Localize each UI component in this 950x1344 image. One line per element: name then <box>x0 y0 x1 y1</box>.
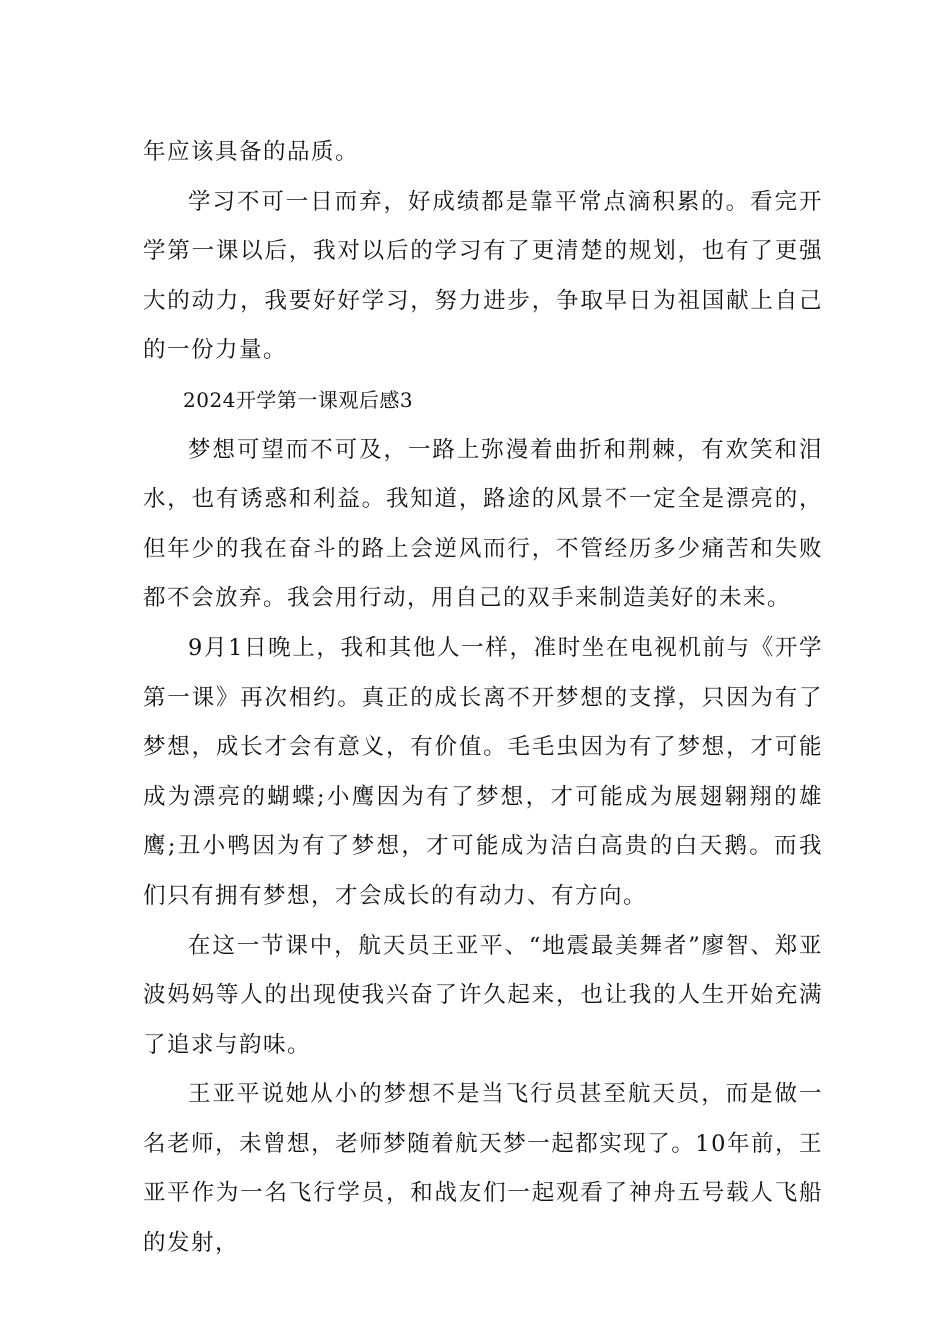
paragraph-september: 9月1日晚上，我和其他人一样，准时坐在电视机前与《开学第一课》再次相约。真正的成长离不开梦想的支撑，只因为有了梦想，成长才会有意义，有价值。毛毛虫因为有了梦想，才可能成为漂亮的蝴蝶;小鹰因为有了梦想，才可能成为展翅翱翔的雄鹰;丑小鸭因为有了梦想，才可能成为洁白高贵的白天鹅。而我们只有拥有梦想，才会成长的有动力、有方向。 <box>143 634 823 909</box>
document-body <box>143 128 823 1269</box>
paragraph-continuation: 年应该具备的品质。 <box>143 139 360 165</box>
paragraph-dream: 梦想可望而不可及，一路上弥漫着曲折和荆棘，有欢笑和泪水，也有诱惑和利益。我知道，路途的风景不一定全是漂亮的，但年少的我在奋斗的路上会逆风而行，不管经历多少痛苦和失败都不会放弃。我会用行动，用自己的双手来制造美好的未来。 <box>143 436 823 612</box>
paragraph-astronaut: 在这一节课中，航天员王亚平、“地震最美舞者”廖智、郑亚波妈妈等人的出现使我兴奋了许久起来，也让我的人生开始充满了追求与韵味。 <box>143 932 823 1058</box>
paragraph-wang-yaping: 王亚平说她从小的梦想不是当飞行员甚至航天员，而是做一名老师，未曾想，老师梦随着航天梦一起都实现了。10年前，王亚平作为一名飞行学员，和战友们一起观看了神舟五号载人飞船的发射， <box>143 1081 823 1257</box>
paragraph-study: 学习不可一日而弃，好成绩都是靠平常点滴积累的。看完开学第一课以后，我对以后的学习有了更清楚的规划，也有了更强大的动力，我要好好学习，努力进步，争取早日为祖国献上自己的一份力量。 <box>143 188 823 364</box>
section-heading: 2024开学第一课观后感3 <box>183 387 414 412</box>
